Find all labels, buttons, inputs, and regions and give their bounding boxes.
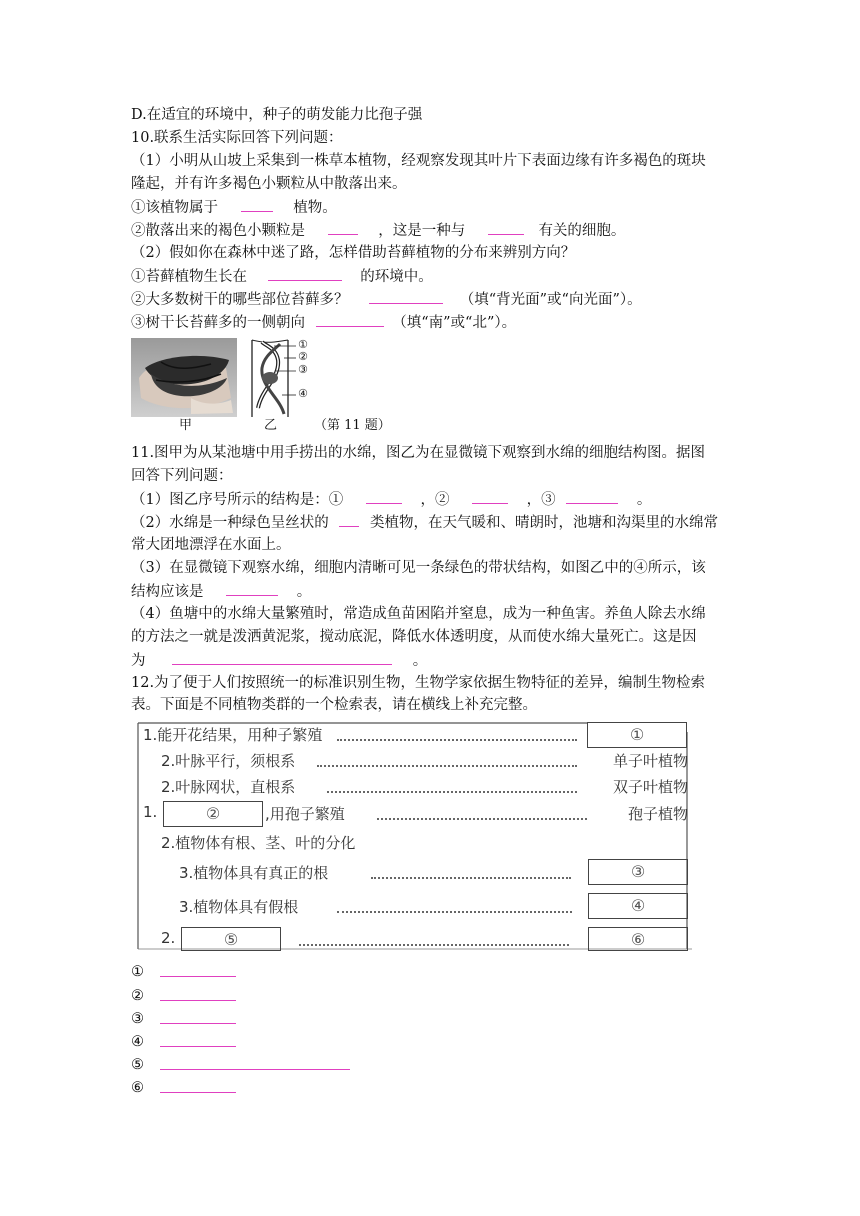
answer-blank[interactable] bbox=[160, 1092, 236, 1093]
q10-item-1-post: 植物。 bbox=[293, 200, 337, 216]
answer-marker: ⑤ bbox=[131, 1057, 144, 1073]
q11-p1-pre: （1）图乙序号所示的结构是：① bbox=[131, 492, 344, 508]
answer-blank[interactable] bbox=[366, 489, 402, 504]
answer-blank[interactable] bbox=[472, 489, 508, 504]
q10-j1 bbox=[131, 266, 433, 287]
q10-part1-line-b: 隆起，并有许多褐色小颗粒从中散落出来。 bbox=[131, 176, 407, 192]
answer-marker: ③ bbox=[131, 1011, 144, 1027]
key-row-4-result: 孢子植物 bbox=[627, 805, 688, 823]
answer-marker: ② bbox=[131, 988, 144, 1004]
key-blank-box-4[interactable]: ④ bbox=[588, 893, 688, 919]
q10-item-1 bbox=[131, 197, 337, 218]
key-row-3-text: 2.叶脉网状，直根系 bbox=[161, 778, 296, 796]
key-dots bbox=[377, 818, 587, 820]
marker-4: ④ bbox=[298, 387, 308, 400]
q10-item-2-post: 有关的细胞。 bbox=[538, 223, 626, 239]
q11-part4-a: （4）鱼塘中的水绵大量繁殖时，常造成鱼苗困陷并窒息，成为一种鱼害。养鱼人除去水绵 bbox=[131, 606, 706, 622]
answer-line-1 bbox=[131, 962, 144, 982]
q12-title-b: 表。下面是不同植物类群的一个检索表，请在横线上补充完整。 bbox=[131, 697, 537, 713]
answer-blank[interactable] bbox=[226, 581, 278, 596]
answer-line-6 bbox=[131, 1078, 144, 1098]
answer-line-5 bbox=[131, 1055, 144, 1075]
key-dots bbox=[327, 791, 577, 793]
figure-caption: （第 11 题） bbox=[314, 418, 391, 433]
q10-part2: （2）假如你在森林中迷了路，怎样借助苔藓植物的分布来辨别方向？ bbox=[131, 245, 576, 261]
key-row-2-text: 2.叶脉平行，须根系 bbox=[161, 752, 296, 770]
q11-title-a: 11.图甲为从某池塘中用手捞出的水绵，图乙为在显微镜下观察到水绵的细胞结构图。据图 bbox=[131, 445, 706, 461]
answer-blank[interactable] bbox=[488, 220, 524, 235]
key-row-7-text: 3.植物体具有假根 bbox=[179, 898, 299, 916]
key-blank-box-3[interactable]: ③ bbox=[588, 859, 688, 885]
answer-line-2 bbox=[131, 986, 144, 1006]
key-dots bbox=[317, 765, 577, 767]
q10-part1-line-a: （1）小明从山坡上采集到一株草本植物，经观察发现其叶片下表面边缘有许多褐色的斑块 bbox=[131, 153, 706, 169]
answer-line-4 bbox=[131, 1032, 144, 1052]
q10-item-1-pre: ①该植物属于 bbox=[131, 200, 218, 216]
key-dots bbox=[337, 739, 577, 741]
q11-title-b: 回答下列问题： bbox=[131, 468, 233, 484]
key-dots bbox=[299, 944, 569, 946]
answer-blank[interactable] bbox=[316, 312, 384, 327]
marker-1: ① bbox=[298, 338, 308, 351]
key-blank-box-5[interactable]: ⑤ bbox=[181, 927, 281, 951]
q11-p1-m1: ，② bbox=[420, 492, 450, 508]
q10-j1-post: 的环境中。 bbox=[360, 269, 433, 285]
answer-line-3 bbox=[131, 1009, 144, 1029]
answer-blank[interactable] bbox=[160, 1069, 350, 1070]
q10-j3-pre: ③树干长苔藓多的一侧朝向 bbox=[131, 315, 305, 331]
figure-label-jia: 甲 bbox=[179, 418, 193, 433]
q11-part2-b: 常大团地漂浮在水面上。 bbox=[131, 537, 291, 553]
figure-label-yi: 乙 bbox=[264, 418, 278, 433]
figure-jia-photo bbox=[131, 338, 237, 417]
answer-blank[interactable] bbox=[160, 1000, 236, 1001]
marker-2: ② bbox=[298, 350, 308, 363]
identification-key-table bbox=[137, 722, 692, 950]
marker-3: ③ bbox=[298, 363, 308, 376]
answer-blank[interactable] bbox=[566, 489, 618, 504]
key-blank-box-6[interactable]: ⑥ bbox=[588, 927, 688, 951]
q12-title-a: 12.为了便于人们按照统一的标准识别生物，生物学家依据生物特征的差异，编制生物检索 bbox=[131, 675, 706, 691]
answer-blank[interactable] bbox=[339, 512, 359, 527]
q10-j2-post: （填“背光面”或“向光面”）。 bbox=[459, 292, 642, 308]
q10-j2 bbox=[131, 289, 642, 310]
q10-j3-post: （填“南”或“北”）。 bbox=[392, 315, 517, 331]
key-row-1-text: 1.能开花结果，用种子繁殖 bbox=[143, 726, 323, 744]
answer-blank[interactable] bbox=[172, 650, 392, 665]
q11-part1 bbox=[131, 489, 651, 510]
q10-j1-pre: ①苔藓植物生长在 bbox=[131, 269, 247, 285]
key-blank-box-2[interactable]: ② bbox=[163, 801, 263, 827]
key-row-2-result: 单子叶植物 bbox=[612, 752, 688, 770]
key-row-4-text: ,用孢子繁殖 bbox=[265, 805, 345, 823]
answer-marker: ⑥ bbox=[131, 1080, 144, 1096]
key-dots bbox=[337, 911, 572, 913]
q11-part4-c bbox=[131, 650, 427, 671]
answer-blank[interactable] bbox=[328, 220, 358, 235]
answer-blank[interactable] bbox=[160, 1023, 236, 1024]
answer-blank[interactable] bbox=[268, 266, 342, 281]
q10-item-2-pre: ②散落出来的褐色小颗粒是 bbox=[131, 223, 305, 239]
option-d: D.在适宜的环境中，种子的萌发能力比孢子强 bbox=[131, 107, 423, 123]
answer-blank[interactable] bbox=[160, 976, 236, 977]
question-10-title: 10.联系生活实际回答下列问题： bbox=[131, 130, 343, 146]
q11-p1-post: 。 bbox=[636, 492, 652, 508]
key-dots bbox=[371, 877, 571, 879]
q11-p3b-post: 。 bbox=[296, 584, 312, 600]
q11-p2a-post: 类植物，在天气暖和、晴朗时，池塘和沟渠里的水绵常 bbox=[369, 515, 718, 531]
q11-part3-b bbox=[131, 581, 311, 602]
q11-p4c-pre: 为 bbox=[131, 653, 146, 669]
q11-p2a-pre: （2）水绵是一种绿色呈丝状的 bbox=[131, 515, 329, 531]
key-row-6-text: 3.植物体具有真正的根 bbox=[179, 864, 329, 882]
q10-item-2-mid: ，这是一种与 bbox=[378, 223, 466, 239]
key-row-3-result: 双子叶植物 bbox=[612, 778, 688, 796]
q11-part4-b: 的方法之一就是泼洒黄泥浆，搅动底泥，降低水体透明度，从而使水绵大量死亡。这是因 bbox=[131, 629, 697, 645]
q11-p1-m2: ，③ bbox=[526, 492, 556, 508]
answer-blank[interactable] bbox=[160, 1046, 236, 1047]
q10-item-2 bbox=[131, 220, 625, 241]
key-blank-box-1[interactable]: ① bbox=[587, 722, 687, 748]
q11-p4c-post: 。 bbox=[412, 653, 428, 669]
answer-marker: ① bbox=[131, 964, 144, 980]
key-row-5-text: 2.植物体有根、茎、叶的分化 bbox=[161, 834, 356, 852]
q11-part3-a: （3）在显微镜下观察水绵，细胞内清晰可见一条绿色的带状结构，如图乙中的④所示，该 bbox=[131, 560, 706, 576]
figure-yi-markers bbox=[298, 339, 308, 400]
answer-marker: ④ bbox=[131, 1034, 144, 1050]
q11-p3b-pre: 结构应该是 bbox=[131, 584, 204, 600]
q10-j2-pre: ②大多数树干的哪些部位苔藓多？ bbox=[131, 292, 349, 308]
q10-j3 bbox=[131, 312, 516, 333]
answer-blank[interactable] bbox=[241, 197, 273, 212]
key-row-4-num: 1. bbox=[143, 803, 158, 821]
key-row-8-num: 2. bbox=[161, 929, 176, 947]
q11-part2-a bbox=[131, 512, 718, 533]
answer-blank[interactable] bbox=[369, 289, 443, 304]
